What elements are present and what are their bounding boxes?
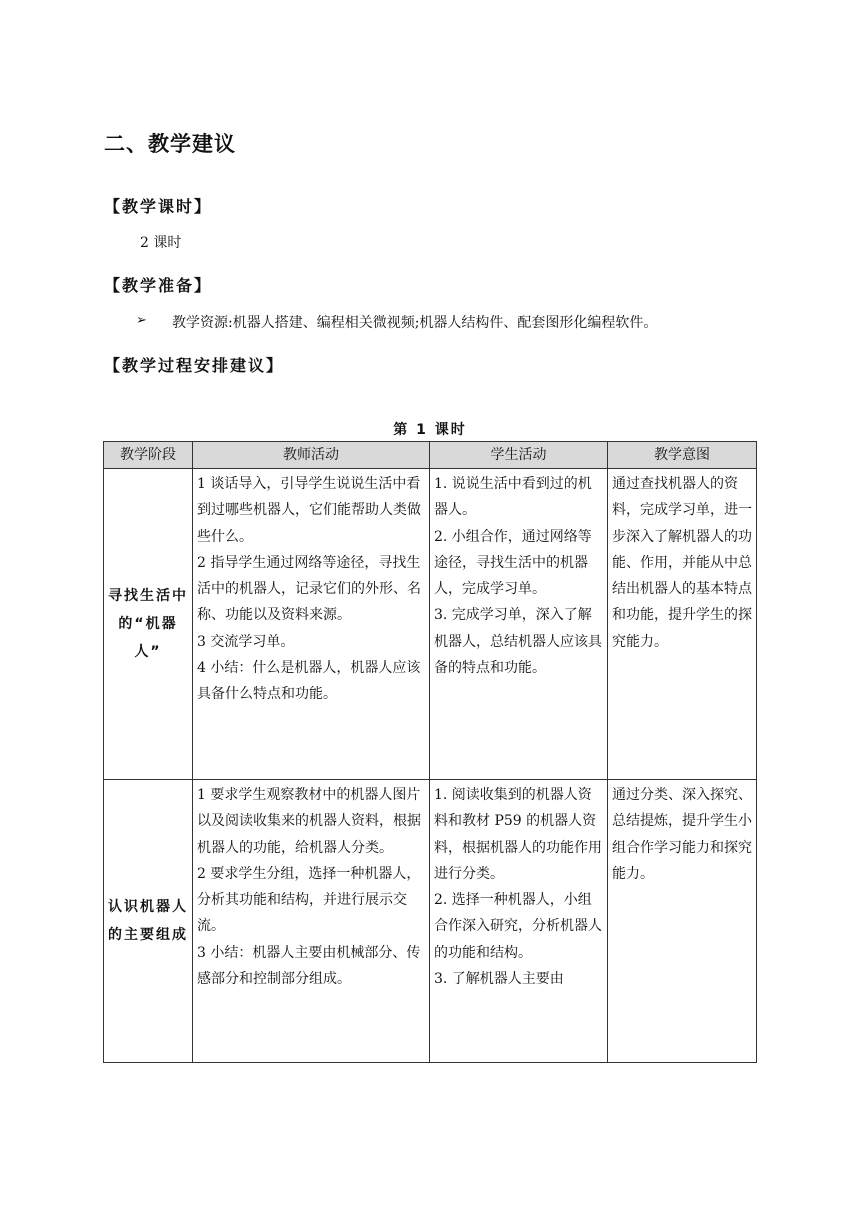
student-activity: 1. 阅读收集到的机器人资料和教材 P59 的机器人资料，根据机器人的功能作用进行分类。: [434, 787, 602, 882]
student-cell: [430, 780, 608, 1063]
header-teacher: 教师活动: [193, 442, 430, 469]
header-student: 学生活动: [430, 442, 608, 469]
table-header-row: [104, 442, 757, 469]
student-activity: 2. 选择一种机器人，小组合作深入研究，分析机器人的功能和结构。: [434, 892, 602, 961]
header-stage: 教学阶段: [104, 442, 193, 469]
teacher-activity: 4 小结：什么是机器人，机器人应该具备什么特点和功能。: [197, 660, 421, 703]
intent-text: 通过查找机器人的资料，完成学习单，进一步深入了解机器人的功能、作用，并能从中总结出机器人的基本特点和功能，提升学生的探究能力。: [612, 476, 752, 650]
stage-text: 认识机器人的主要组成: [108, 899, 188, 943]
student-activity: 1. 说说生活中看到过的机器人。: [434, 476, 592, 519]
stage-cell: [104, 780, 193, 1063]
lesson-plan-table: [103, 441, 757, 1063]
teacher-activity: 3 小结：机器人主要由机械部分、传感部分和控制部分组成。: [197, 944, 421, 988]
teacher-cell: [193, 780, 430, 1063]
table-row: [104, 780, 757, 1063]
student-activity: 2. 小组合作，通过网络等途径，寻找生活中的机器人，完成学习单。: [434, 528, 592, 598]
teacher-activity: 2 要求学生分组，选择一种机器人，分析其功能和结构，并进行展示交流。: [197, 865, 421, 935]
intent-cell: [608, 780, 757, 1063]
hours-title: 【教学课时】: [104, 197, 213, 216]
student-cell: [430, 469, 608, 780]
process-title: 【教学过程安排建议】: [104, 356, 285, 375]
header-intent: 教学意图: [608, 442, 757, 469]
table-row: [104, 469, 757, 780]
teacher-activity: 2 指导学生通过网络等途径，寻找生活中的机器人，记录它们的外形、名称、功能以及资料来源。: [197, 554, 421, 624]
teacher-activity: 1 要求学生观察教材中的机器人图片以及阅读收集来的机器人资料，根据机器人的功能，给机器人分类。: [197, 787, 421, 856]
arrow-bullet-icon: ➢: [136, 313, 147, 328]
teacher-activity: 3 交流学习单。: [197, 633, 295, 650]
teacher-cell: [193, 469, 430, 780]
stage-text: 寻找生活中的“机器人”: [108, 588, 188, 660]
hours-value: 2 课时: [140, 235, 182, 251]
section-heading: 二、教学建议: [104, 132, 236, 156]
table-caption: 第 1 课时: [393, 422, 467, 438]
student-activity: 3. 完成学习单，深入了解机器人，总结机器人应该具备的特点和功能。: [434, 607, 602, 677]
student-activity: 3. 了解机器人主要由: [434, 971, 564, 988]
prep-title: 【教学准备】: [104, 276, 213, 295]
intent-text: 通过分类、深入探究、总结提炼，提升学生小组合作学习能力和探究能力。: [612, 787, 752, 882]
stage-cell: [104, 469, 193, 780]
teacher-activity: 1 谈话导入，引导学生说说生活中看到过哪些机器人，它们能帮助人类做些什么。: [197, 476, 421, 545]
intent-cell: [608, 469, 757, 780]
prep-text: 教学资源:机器人搭建、编程相关微视频;机器人结构件、配套图形化编程软件。: [172, 315, 658, 331]
